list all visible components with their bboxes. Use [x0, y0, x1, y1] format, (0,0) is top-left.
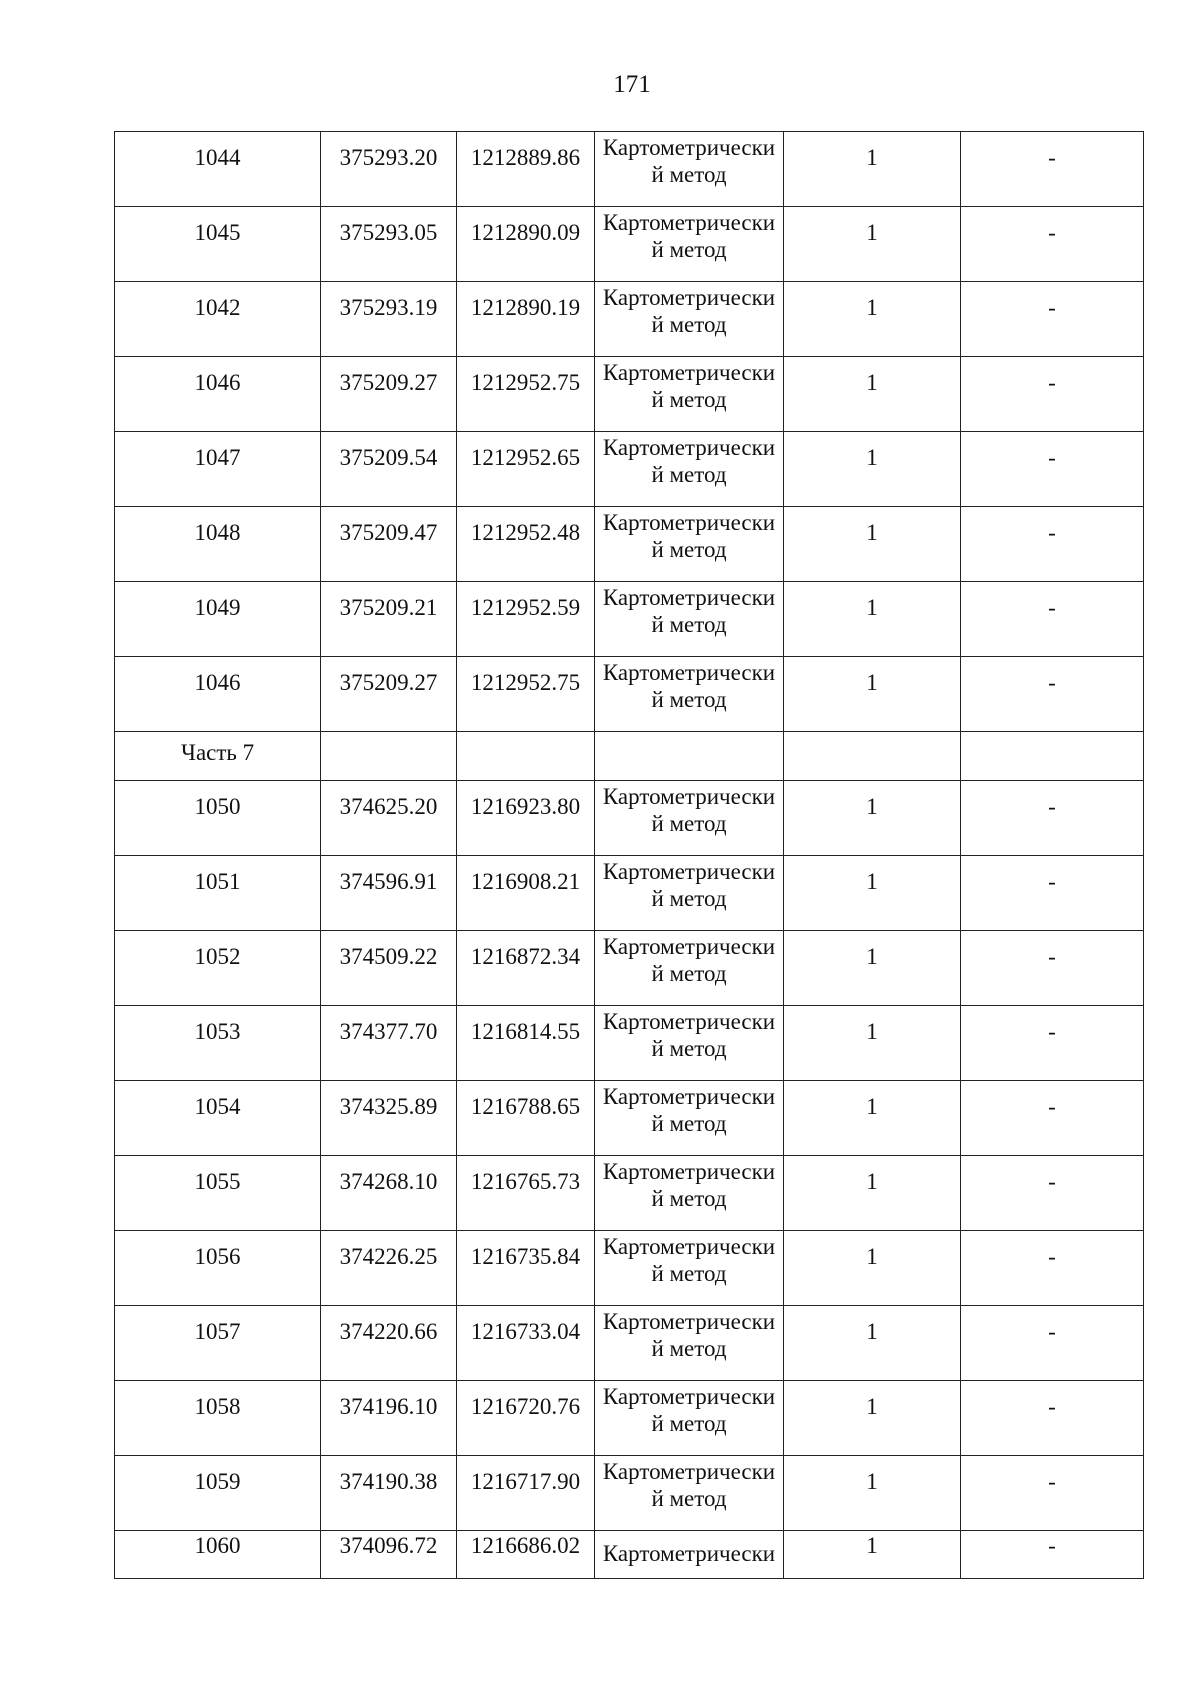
table-row	[115, 1006, 1144, 1081]
y-coordinate-cell: 1216720.76	[457, 1381, 595, 1456]
note-cell: -	[961, 1381, 1144, 1456]
y-coordinate-cell: 1216814.55	[457, 1006, 595, 1081]
coordinates-table-body	[115, 132, 1144, 1579]
method-text: Картометрически й метод	[602, 360, 776, 412]
table-row	[115, 1156, 1144, 1231]
empty-cell	[457, 732, 595, 781]
point-number-cell: 1057	[115, 1306, 321, 1381]
y-coordinate-cell: 1212890.09	[457, 207, 595, 282]
x-coordinate-cell: 374226.25	[321, 1231, 457, 1306]
x-coordinate-cell: 375209.54	[321, 432, 457, 507]
point-number-cell: 1042	[115, 282, 321, 357]
accuracy-cell: 1	[784, 507, 961, 582]
method-text: Картометрически й метод	[602, 1009, 776, 1061]
note-cell: -	[961, 1156, 1144, 1231]
point-number-cell: 1059	[115, 1456, 321, 1531]
table-row	[115, 657, 1144, 732]
y-coordinate-cell: 1212952.75	[457, 657, 595, 732]
x-coordinate-cell: 374325.89	[321, 1081, 457, 1156]
y-coordinate-cell: 1216788.65	[457, 1081, 595, 1156]
x-coordinate-cell: 374625.20	[321, 781, 457, 856]
note-cell: -	[961, 1456, 1144, 1531]
method-cell	[595, 781, 784, 856]
y-coordinate-cell: 1212952.59	[457, 582, 595, 657]
note-cell: -	[961, 1081, 1144, 1156]
x-coordinate-cell: 375209.21	[321, 582, 457, 657]
accuracy-cell: 1	[784, 1306, 961, 1381]
accuracy-cell: 1	[784, 282, 961, 357]
y-coordinate-cell: 1212952.75	[457, 357, 595, 432]
table-row	[115, 132, 1144, 207]
x-coordinate-cell: 374596.91	[321, 856, 457, 931]
accuracy-cell: 1	[784, 1156, 961, 1231]
note-cell: -	[961, 1531, 1144, 1579]
x-coordinate-cell: 374196.10	[321, 1381, 457, 1456]
method-cell	[595, 1531, 784, 1579]
y-coordinate-cell: 1216872.34	[457, 931, 595, 1006]
note-cell: -	[961, 1231, 1144, 1306]
note-cell: -	[961, 582, 1144, 657]
method-text: Картометрически й метод	[602, 510, 776, 562]
method-text: Картометрически й метод	[602, 1084, 776, 1136]
x-coordinate-cell: 374268.10	[321, 1156, 457, 1231]
method-cell	[595, 1231, 784, 1306]
accuracy-cell: 1	[784, 1456, 961, 1531]
point-number-cell: 1052	[115, 931, 321, 1006]
y-coordinate-cell: 1212889.86	[457, 132, 595, 207]
x-coordinate-cell: 374377.70	[321, 1006, 457, 1081]
table-row	[115, 1531, 1144, 1579]
x-coordinate-cell: 375209.47	[321, 507, 457, 582]
note-cell: -	[961, 357, 1144, 432]
accuracy-cell: 1	[784, 1231, 961, 1306]
accuracy-cell: 1	[784, 1381, 961, 1456]
method-text: Картометрически й метод	[602, 1459, 776, 1511]
x-coordinate-cell: 374220.66	[321, 1306, 457, 1381]
y-coordinate-cell: 1216733.04	[457, 1306, 595, 1381]
y-coordinate-cell: 1212952.65	[457, 432, 595, 507]
method-text: Картометрически й метод	[602, 859, 776, 911]
table-row	[115, 1456, 1144, 1531]
method-cell	[595, 1306, 784, 1381]
method-text: Картометрически й метод	[602, 435, 776, 487]
y-coordinate-cell: 1216686.02	[457, 1531, 595, 1579]
table-row	[115, 432, 1144, 507]
point-number-cell: 1046	[115, 657, 321, 732]
y-coordinate-cell: 1216923.80	[457, 781, 595, 856]
accuracy-cell: 1	[784, 1531, 961, 1579]
method-text: Картометрически й метод	[602, 135, 776, 187]
method-cell	[595, 357, 784, 432]
method-cell	[595, 1456, 784, 1531]
table-row	[115, 357, 1144, 432]
table-row	[115, 582, 1144, 657]
note-cell: -	[961, 931, 1144, 1006]
point-number-cell: 1047	[115, 432, 321, 507]
point-number-cell: 1044	[115, 132, 321, 207]
x-coordinate-cell: 375293.19	[321, 282, 457, 357]
table-row	[115, 1081, 1144, 1156]
accuracy-cell: 1	[784, 781, 961, 856]
x-coordinate-cell: 375209.27	[321, 357, 457, 432]
method-text: Картометрически й метод	[602, 1309, 776, 1361]
method-cell	[595, 1381, 784, 1456]
note-cell: -	[961, 282, 1144, 357]
accuracy-cell: 1	[784, 856, 961, 931]
y-coordinate-cell: 1212952.48	[457, 507, 595, 582]
method-cell	[595, 1006, 784, 1081]
point-number-cell: 1046	[115, 357, 321, 432]
table-row	[115, 1306, 1144, 1381]
y-coordinate-cell: 1216908.21	[457, 856, 595, 931]
method-text: Картометрически	[602, 1541, 776, 1566]
accuracy-cell: 1	[784, 1006, 961, 1081]
y-coordinate-cell: 1212890.19	[457, 282, 595, 357]
table-row	[115, 1231, 1144, 1306]
note-cell: -	[961, 132, 1144, 207]
method-text: Картометрически й метод	[602, 285, 776, 337]
note-cell: -	[961, 856, 1144, 931]
method-cell	[595, 856, 784, 931]
y-coordinate-cell: 1216717.90	[457, 1456, 595, 1531]
note-cell: -	[961, 207, 1144, 282]
table-row	[115, 781, 1144, 856]
method-text: Картометрически й метод	[602, 660, 776, 712]
table-row	[115, 507, 1144, 582]
x-coordinate-cell: 374190.38	[321, 1456, 457, 1531]
accuracy-cell: 1	[784, 432, 961, 507]
accuracy-cell: 1	[784, 582, 961, 657]
x-coordinate-cell: 375293.05	[321, 207, 457, 282]
x-coordinate-cell: 374509.22	[321, 931, 457, 1006]
point-number-cell: 1060	[115, 1531, 321, 1579]
method-text: Картометрически й метод	[602, 934, 776, 986]
coordinates-table	[114, 131, 1144, 1579]
accuracy-cell: 1	[784, 357, 961, 432]
y-coordinate-cell: 1216735.84	[457, 1231, 595, 1306]
table-row	[115, 856, 1144, 931]
method-cell	[595, 207, 784, 282]
note-cell: -	[961, 781, 1144, 856]
method-text: Картометрически й метод	[602, 1159, 776, 1211]
method-text: Картометрически й метод	[602, 1234, 776, 1286]
accuracy-cell: 1	[784, 1081, 961, 1156]
point-number-cell: 1054	[115, 1081, 321, 1156]
accuracy-cell: 1	[784, 931, 961, 1006]
point-number-cell: 1051	[115, 856, 321, 931]
empty-cell	[595, 732, 784, 781]
point-number-cell: 1058	[115, 1381, 321, 1456]
method-cell	[595, 1081, 784, 1156]
empty-cell	[784, 732, 961, 781]
point-number-cell: 1053	[115, 1006, 321, 1081]
empty-cell	[321, 732, 457, 781]
page-number: 171	[613, 71, 651, 98]
point-number-cell: 1048	[115, 507, 321, 582]
accuracy-cell: 1	[784, 132, 961, 207]
note-cell: -	[961, 1306, 1144, 1381]
point-number-cell: 1056	[115, 1231, 321, 1306]
method-cell	[595, 931, 784, 1006]
method-cell	[595, 282, 784, 357]
method-text: Картометрически й метод	[602, 1384, 776, 1436]
accuracy-cell: 1	[784, 207, 961, 282]
note-cell: -	[961, 507, 1144, 582]
section-label: Часть 7	[115, 732, 321, 781]
method-cell	[595, 432, 784, 507]
x-coordinate-cell: 374096.72	[321, 1531, 457, 1579]
y-coordinate-cell: 1216765.73	[457, 1156, 595, 1231]
x-coordinate-cell: 375209.27	[321, 657, 457, 732]
section-row	[115, 732, 1144, 781]
table-row	[115, 207, 1144, 282]
point-number-cell: 1045	[115, 207, 321, 282]
point-number-cell: 1049	[115, 582, 321, 657]
table-row	[115, 931, 1144, 1006]
method-text: Картометрически й метод	[602, 784, 776, 836]
method-cell	[595, 582, 784, 657]
note-cell: -	[961, 657, 1144, 732]
note-cell: -	[961, 1006, 1144, 1081]
note-cell: -	[961, 432, 1144, 507]
table-row	[115, 282, 1144, 357]
table-row	[115, 1381, 1144, 1456]
method-cell	[595, 1156, 784, 1231]
point-number-cell: 1055	[115, 1156, 321, 1231]
accuracy-cell: 1	[784, 657, 961, 732]
x-coordinate-cell: 375293.20	[321, 132, 457, 207]
method-cell	[595, 657, 784, 732]
empty-cell	[961, 732, 1144, 781]
method-text: Картометрически й метод	[602, 210, 776, 262]
point-number-cell: 1050	[115, 781, 321, 856]
method-cell	[595, 507, 784, 582]
method-text: Картометрически й метод	[602, 585, 776, 637]
method-cell	[595, 132, 784, 207]
